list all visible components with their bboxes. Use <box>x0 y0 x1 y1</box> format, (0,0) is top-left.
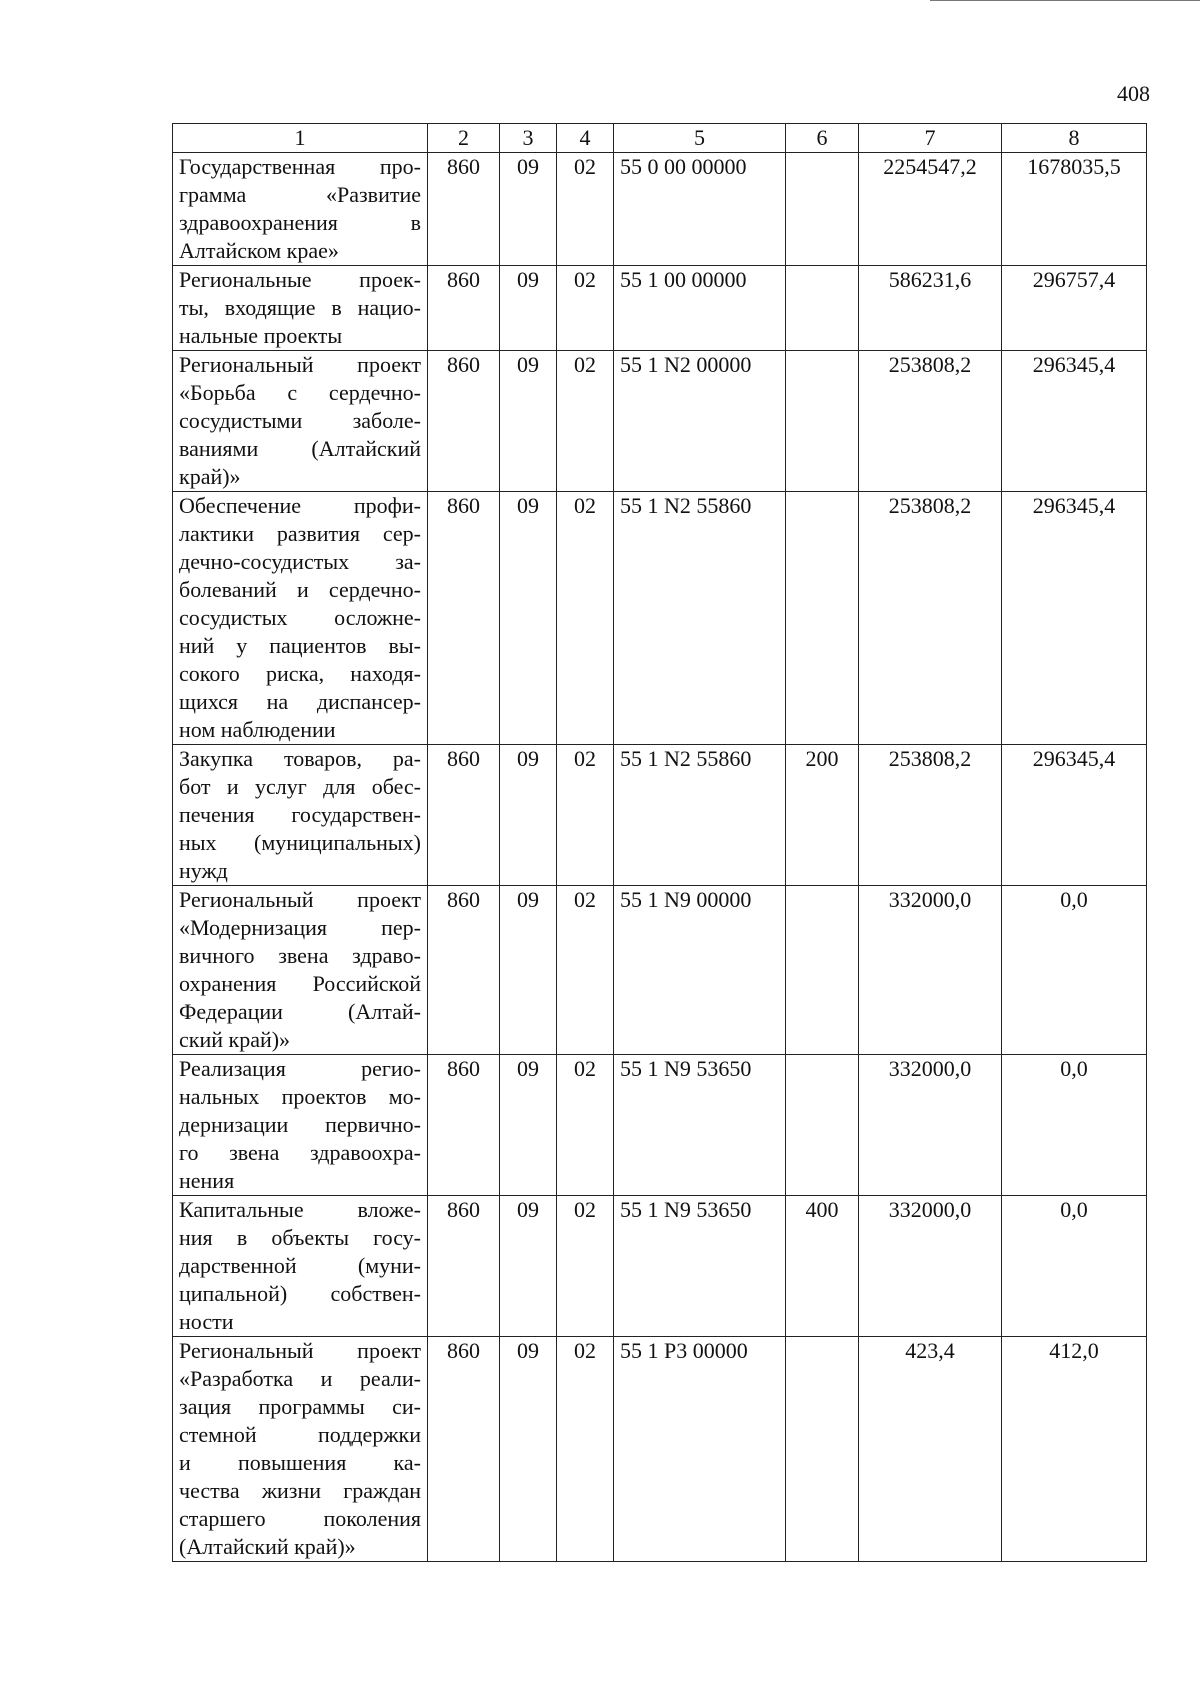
subsection-code-cell: 02 <box>557 351 614 492</box>
table-row <box>173 153 1147 266</box>
amount-year2-cell: 0,0 <box>1002 1196 1147 1337</box>
ministry-code-cell: 860 <box>428 266 500 351</box>
subsection-code-cell: 02 <box>557 1337 614 1562</box>
section-code-cell: 09 <box>500 492 557 745</box>
section-code-cell: 09 <box>500 745 557 886</box>
column-header: 1 <box>173 124 428 153</box>
target-article-cell: 55 1 N2 55860 <box>614 492 786 745</box>
amount-year2-cell: 412,0 <box>1002 1337 1147 1562</box>
expense-type-cell: 400 <box>786 1196 859 1337</box>
row-name-line: и повышения ка- <box>179 1450 421 1475</box>
row-name-line: ности <box>179 1309 234 1334</box>
row-name-cell <box>173 1055 428 1196</box>
row-name-line: Региональный проект <box>179 1338 421 1363</box>
row-name-line: «Модернизация пер- <box>179 915 421 940</box>
expense-type-cell <box>786 351 859 492</box>
target-article-cell: 55 1 N2 55860 <box>614 745 786 886</box>
row-name-line: ский край)» <box>179 1027 291 1052</box>
row-name-line: «Разработка и реали- <box>179 1366 421 1391</box>
row-name-line: Капитальные вложе- <box>179 1197 421 1222</box>
table-row <box>173 1196 1147 1337</box>
row-name-cell <box>173 351 428 492</box>
expense-type-cell <box>786 886 859 1055</box>
row-name-line: Государственная про- <box>179 154 421 179</box>
row-name-line: сокого риска, находя- <box>179 661 421 686</box>
row-name-line: дечно-сосудистых за- <box>179 549 421 574</box>
row-name-line: нальных проектов мо- <box>179 1084 421 1109</box>
section-code-cell: 09 <box>500 1337 557 1562</box>
section-code-cell: 09 <box>500 1196 557 1337</box>
row-name-line: ния в объекты госу- <box>179 1225 421 1250</box>
top-rule <box>930 0 1200 1</box>
table-row <box>173 745 1147 886</box>
ministry-code-cell: 860 <box>428 745 500 886</box>
amount-year1-cell: 332000,0 <box>859 1196 1002 1337</box>
column-header: 7 <box>859 124 1002 153</box>
row-name-line: Федерации (Алтай- <box>179 999 421 1024</box>
column-header: 2 <box>428 124 500 153</box>
row-name-line: бот и услуг для обес- <box>179 774 421 799</box>
row-name-line: стемной поддержки <box>179 1422 421 1447</box>
amount-year2-cell: 0,0 <box>1002 1055 1147 1196</box>
row-name-line: болеваний и сердечно- <box>179 577 421 602</box>
row-name-line: ном наблюдении <box>179 717 336 742</box>
expense-type-cell <box>786 1055 859 1196</box>
row-name-line: ваниями (Алтайский <box>179 436 421 461</box>
page-number: 408 <box>1117 81 1150 106</box>
amount-year1-cell: 332000,0 <box>859 1055 1002 1196</box>
row-name-line: Региональный проект <box>179 352 421 377</box>
section-code-cell: 09 <box>500 351 557 492</box>
row-name-line: вичного звена здраво- <box>179 943 421 968</box>
row-name-line: «Борьба с сердечно- <box>179 380 421 405</box>
row-name-line: го звена здравоохра- <box>179 1140 421 1165</box>
ministry-code-cell: 860 <box>428 1055 500 1196</box>
target-article-cell: 55 0 00 00000 <box>614 153 786 266</box>
budget-table <box>172 123 1147 1562</box>
row-name-cell <box>173 1337 428 1562</box>
target-article-cell: 55 1 P3 00000 <box>614 1337 786 1562</box>
subsection-code-cell: 02 <box>557 153 614 266</box>
subsection-code-cell: 02 <box>557 1196 614 1337</box>
row-name-line: лактики развития сер- <box>179 521 421 546</box>
amount-year2-cell: 296345,4 <box>1002 351 1147 492</box>
table-row <box>173 886 1147 1055</box>
table-body <box>173 153 1147 1562</box>
subsection-code-cell: 02 <box>557 1055 614 1196</box>
ministry-code-cell: 860 <box>428 1337 500 1562</box>
column-header: 3 <box>500 124 557 153</box>
amount-year2-cell: 1678035,5 <box>1002 153 1147 266</box>
row-name-line: ты, входящие в нацио- <box>179 295 421 320</box>
ministry-code-cell: 860 <box>428 492 500 745</box>
amount-year2-cell: 296757,4 <box>1002 266 1147 351</box>
row-name-line: старшего поколения <box>179 1506 421 1531</box>
expense-type-cell <box>786 492 859 745</box>
row-name-line: дарственной (муни- <box>179 1253 421 1278</box>
amount-year2-cell: 296345,4 <box>1002 745 1147 886</box>
row-name-cell <box>173 745 428 886</box>
row-name-line: Закупка товаров, ра- <box>179 746 421 771</box>
target-article-cell: 55 1 00 00000 <box>614 266 786 351</box>
row-name-cell <box>173 153 428 266</box>
row-name-line: край)» <box>179 464 241 489</box>
row-name-cell <box>173 266 428 351</box>
table-row <box>173 1055 1147 1196</box>
row-name-cell <box>173 492 428 745</box>
column-header: 6 <box>786 124 859 153</box>
target-article-cell: 55 1 N9 53650 <box>614 1055 786 1196</box>
amount-year1-cell: 253808,2 <box>859 351 1002 492</box>
section-code-cell: 09 <box>500 266 557 351</box>
expense-type-cell <box>786 266 859 351</box>
subsection-code-cell: 02 <box>557 492 614 745</box>
row-name-line: ний у пациентов вы- <box>179 633 421 658</box>
row-name-line: ных (муниципальных) <box>179 830 421 855</box>
row-name-cell <box>173 886 428 1055</box>
row-name-line: щихся на диспансер- <box>179 689 421 714</box>
expense-type-cell: 200 <box>786 745 859 886</box>
row-name-line: нальные проекты <box>179 323 343 348</box>
row-name-line: Региональный проект <box>179 887 421 912</box>
target-article-cell: 55 1 N2 00000 <box>614 351 786 492</box>
row-name-line: дернизации первично- <box>179 1112 421 1137</box>
row-name-line: грамма «Развитие <box>179 182 421 207</box>
row-name-line: Алтайском крае» <box>179 238 339 263</box>
column-header: 8 <box>1002 124 1147 153</box>
target-article-cell: 55 1 N9 00000 <box>614 886 786 1055</box>
table-row <box>173 1337 1147 1562</box>
row-name-line: чества жизни граждан <box>179 1478 421 1503</box>
row-name-line: сосудистыми заболе- <box>179 408 421 433</box>
amount-year1-cell: 253808,2 <box>859 745 1002 886</box>
amount-year1-cell: 253808,2 <box>859 492 1002 745</box>
table-row <box>173 351 1147 492</box>
header-row <box>173 124 1147 153</box>
row-name-line: нужд <box>179 858 228 883</box>
subsection-code-cell: 02 <box>557 745 614 886</box>
ministry-code-cell: 860 <box>428 1196 500 1337</box>
ministry-code-cell: 860 <box>428 351 500 492</box>
row-name-line: Реализация регио- <box>179 1056 421 1081</box>
column-header: 5 <box>614 124 786 153</box>
amount-year1-cell: 2254547,2 <box>859 153 1002 266</box>
ministry-code-cell: 860 <box>428 153 500 266</box>
amount-year1-cell: 332000,0 <box>859 886 1002 1055</box>
row-name-line: нения <box>179 1168 235 1193</box>
target-article-cell: 55 1 N9 53650 <box>614 1196 786 1337</box>
ministry-code-cell: 860 <box>428 886 500 1055</box>
row-name-cell <box>173 1196 428 1337</box>
table-row <box>173 266 1147 351</box>
row-name-line: Региональные проек- <box>179 267 421 292</box>
column-header: 4 <box>557 124 614 153</box>
row-name-line: зация программы си- <box>179 1394 421 1419</box>
row-name-line: печения государствен- <box>179 802 421 827</box>
row-name-line: здравоохранения в <box>179 210 421 235</box>
row-name-line: сосудистых осложне- <box>179 605 421 630</box>
expense-type-cell <box>786 1337 859 1562</box>
row-name-line: ципальной) собствен- <box>179 1281 421 1306</box>
row-name-line: охранения Российской <box>179 971 421 996</box>
table-row <box>173 492 1147 745</box>
subsection-code-cell: 02 <box>557 266 614 351</box>
amount-year1-cell: 423,4 <box>859 1337 1002 1562</box>
section-code-cell: 09 <box>500 886 557 1055</box>
row-name-line: Обеспечение профи- <box>179 493 421 518</box>
row-name-line: (Алтайский край)» <box>179 1534 356 1559</box>
section-code-cell: 09 <box>500 1055 557 1196</box>
section-code-cell: 09 <box>500 153 557 266</box>
amount-year2-cell: 296345,4 <box>1002 492 1147 745</box>
subsection-code-cell: 02 <box>557 886 614 1055</box>
amount-year2-cell: 0,0 <box>1002 886 1147 1055</box>
amount-year1-cell: 586231,6 <box>859 266 1002 351</box>
expense-type-cell <box>786 153 859 266</box>
